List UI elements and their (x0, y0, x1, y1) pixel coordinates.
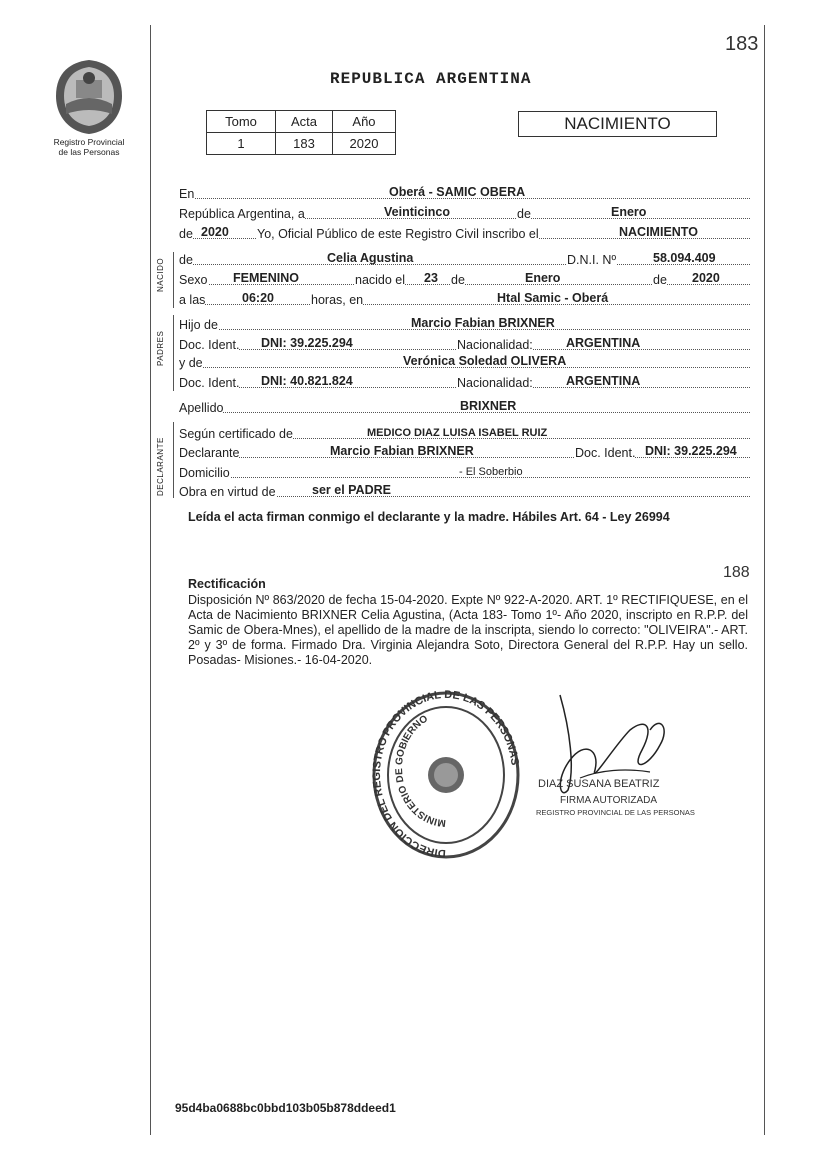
republica-label: República Argentina, a (179, 207, 305, 221)
lugar-nacimiento-value: Htal Samic - Oberá (497, 291, 609, 305)
madre-nac-label: Nacionalidad: (457, 376, 533, 390)
document-type-box: NACIMIENTO (518, 111, 717, 137)
left-border-line (150, 25, 151, 1135)
table-value-tomo: 1 (207, 133, 276, 155)
line-certificado (179, 422, 750, 442)
madre-nac-value: ARGENTINA (566, 374, 641, 388)
nacido-mes-value: Enero (525, 271, 561, 285)
en-label: En (179, 187, 195, 201)
line-republica (179, 202, 750, 222)
logo-caption-line1: Registro Provincial (53, 137, 125, 147)
nacido-de2-label: de (653, 273, 667, 287)
madre-doc-value: DNI: 40.821.824 (261, 374, 353, 388)
nacido-de-label: de (451, 273, 465, 287)
padre-doc-value: DNI: 39.225.294 (261, 336, 353, 350)
sexo-label: Sexo (179, 273, 208, 287)
de-nombre-label: de (179, 253, 193, 267)
line-hora (179, 288, 750, 308)
line-madre-doc (179, 371, 750, 391)
declarante-label: Declarante (179, 446, 240, 460)
horas-en-label: horas, en (311, 293, 364, 307)
stamp-inner-text: MINISTERIO DE GOBIERNO (393, 713, 447, 829)
obra-label: Obra en virtud de (179, 485, 276, 499)
padres-divider (173, 315, 174, 391)
nacido-divider (173, 252, 174, 308)
table-value-anio: 2020 (332, 133, 395, 155)
line-madre (179, 351, 750, 371)
declarante-divider (173, 422, 174, 498)
padre-doc-label: Doc. Ident. (179, 338, 240, 352)
sexo-value: FEMENINO (233, 271, 299, 285)
dni-value: 58.094.409 (653, 251, 716, 265)
logo-caption-line2: de las Personas (58, 147, 120, 157)
signatory-name: DIAZ SUSANA BEATRIZ (538, 778, 660, 790)
certificado-value: MEDICO DIAZ LUISA ISABEL RUIZ (367, 427, 548, 439)
nombre-value: Celia Agustina (327, 251, 414, 265)
rectificacion-number: 188 (723, 564, 750, 581)
table-value-acta: 183 (276, 133, 333, 155)
nacido-el-label: nacido el (355, 273, 406, 287)
line-domicilio (179, 461, 750, 481)
nacido-side-label: NACIDO (156, 257, 165, 292)
record-table (206, 110, 396, 155)
mes-value: Enero (611, 205, 647, 219)
line-anio (179, 222, 750, 242)
nacido-anio-value: 2020 (692, 271, 720, 285)
padre-nac-value: ARGENTINA (566, 336, 641, 350)
certificado-label: Según certificado de (179, 427, 293, 441)
page-number: 183 (725, 33, 759, 55)
rectificacion-title: Rectificación (188, 577, 266, 591)
registry-logo (52, 58, 126, 136)
declarante-doc-label: Doc. Ident. (575, 446, 636, 460)
hora-value: 06:20 (242, 291, 274, 305)
a-las-label: a las (179, 293, 206, 307)
right-border-line (764, 25, 765, 1135)
domicilio-label: Domicilio (179, 466, 230, 480)
dni-label: D.N.I. Nº (567, 253, 617, 267)
nacido-dia-value: 23 (424, 271, 438, 285)
declarante-doc-value: DNI: 39.225.294 (645, 444, 737, 458)
logo-caption (40, 137, 138, 157)
table-header-anio: Año (332, 111, 395, 133)
obra-value: ser el PADRE (312, 483, 391, 497)
rectificacion-body: Disposición Nº 863/2020 de fecha 15-04-2020. Expte Nº 922-A-2020. ART. 1º RECTIFIQUESE, en el Acta de Nacimiento BRIXNER Celia Agustina, (Acta 183- Tomo 1º- Año 2020, inscripto en R.P.P. del Samic de Obera-Mnes), el apellido de la madre de la inscripta, siendo lo correcto: "OLIVEIRA".- ART. 2º y 3º de forma. Firmado Dra. Virginia Alejandra Soto, Directora General del R.P.P. Hay un sello. Posadas- Misiones.- 16-04-2020. (188, 593, 748, 667)
line-padre-doc (179, 333, 750, 353)
declarante-side-label: DECLARANTE (156, 437, 165, 496)
apellido-value: BRIXNER (460, 399, 517, 413)
de2-label: de (179, 227, 193, 241)
padre-nac-label: Nacionalidad: (457, 338, 533, 352)
lugar-value: Oberá - SAMIC OBERA (389, 185, 526, 199)
official-stamp (371, 690, 521, 860)
dia-value: Veinticinco (384, 205, 450, 219)
madre-doc-label: Doc. Ident. (179, 376, 240, 390)
line-obra (179, 480, 750, 500)
table-header-tomo: Tomo (207, 111, 276, 133)
padre-value: Marcio Fabian BRIXNER (411, 316, 555, 330)
y-de-label: y de (179, 356, 203, 370)
line-padre (179, 313, 750, 333)
document-hash: 95d4ba0688bc0bbd103b05b878ddeed1 (175, 1101, 396, 1115)
hijo-de-label: Hijo de (179, 318, 218, 332)
inscribo-value: NACIMIENTO (619, 225, 698, 239)
document-title: REPUBLICA ARGENTINA (330, 70, 532, 88)
madre-value: Verónica Soledad OLIVERA (403, 354, 567, 368)
de-label: de (517, 207, 531, 221)
table-header-acta: Acta (276, 111, 333, 133)
line-apellido (179, 396, 750, 416)
signatory-role: FIRMA AUTORIZADA (560, 795, 658, 806)
declarante-value: Marcio Fabian BRIXNER (330, 444, 474, 458)
stamp-outer-text: DIRECCION DEL REGISTRO PROVINCIAL DE LAS PERSONAS (371, 690, 521, 860)
line-sexo (179, 268, 750, 288)
apellido-label: Apellido (179, 401, 224, 415)
line-declarante (179, 441, 750, 461)
domicilio-value: - El Soberbio (459, 466, 523, 478)
anio-value: 2020 (201, 225, 229, 239)
padres-side-label: PADRES (156, 330, 165, 366)
signatory-org: REGISTRO PROVINCIAL DE LAS PERSONAS (536, 808, 695, 817)
oficial-label: Yo, Oficial Público de este Registro Civil inscribo el (257, 227, 539, 241)
line-en (179, 182, 750, 202)
leida-note: Leída el acta firman conmigo el declarante y la madre. Hábiles Art. 64 - Ley 26994 (188, 510, 670, 524)
line-nombre (179, 248, 750, 268)
